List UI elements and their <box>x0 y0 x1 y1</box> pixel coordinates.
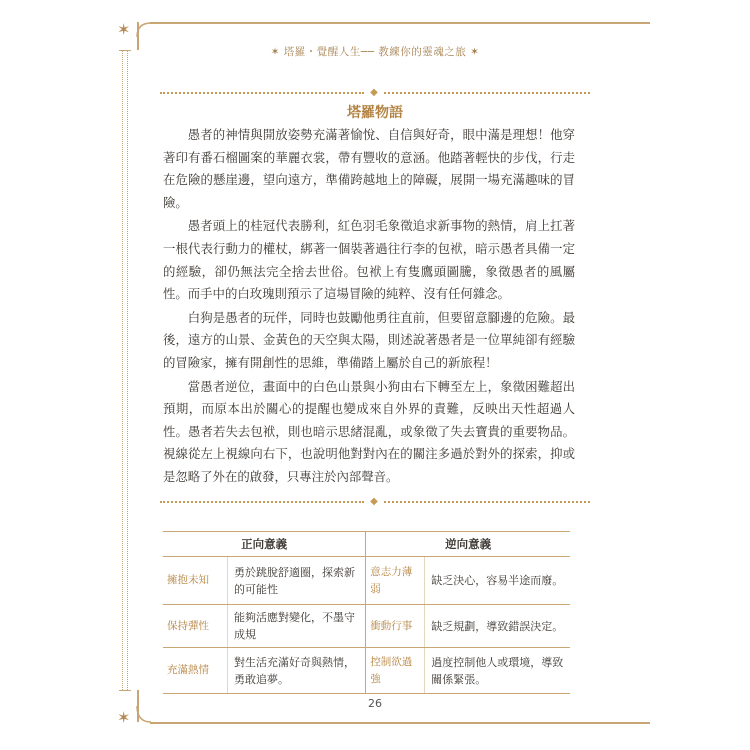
table-row <box>163 605 570 648</box>
body-text <box>163 124 575 490</box>
upright-header: 正向意義 <box>163 532 366 557</box>
frame-corner-arc <box>136 20 154 38</box>
reversed-keyword: 意志力薄弱 <box>366 557 425 605</box>
upright-keyword: 保持彈性 <box>163 605 228 648</box>
upright-description: 能夠活應對變化，不墨守成規 <box>228 605 366 648</box>
running-header: ✶ 塔羅・覺醒人生── 教練你的靈魂之旅 ✶ <box>270 46 480 58</box>
paragraph: 愚者頭上的桂冠代表勝利，紅色羽毛象徵追求新事物的熱情，肩上扛著一根代表行動力的權杖，綁著一個裝著過往行李的包袱，暗示愚者具備一定的經驗，卻仍無法完全捨去世俗。包袱上有隻鷹頭圖騰，象徵愚者的風屬性。而手中的白玫瑰則預示了這場冒險的純粹、沒有任何雜念。 <box>163 218 575 302</box>
paragraph: 當愚者逆位，畫面中的白色山景與小狗由右下轉至左上，象徵困難超出預期，而原本出於關心的提醒也變成來自外界的責難，反映出天性超過人性。愚者若失去包袱，則也暗示思緒混亂，或象徵了失去寶貴的重要物品。視線從左上視線向右下，也說明他對對內在的關注多過於對外的探索，抑或是忽略了外在的啟發，只專注於內部聲音。 <box>163 378 575 484</box>
paragraph: 白狗是愚者的玩伴，同時也鼓勵他勇往直前，但要留意腳邊的危險。最後，遠方的山景、金黃色的天空與太陽，則述說著愚者是一位單純卻有經驗的冒險家，擁有開創性的思維，準備踏上屬於自己的新旅程！ <box>163 309 575 370</box>
reversed-keyword: 控制欲過強 <box>366 648 425 694</box>
table-row <box>163 557 570 605</box>
table-row <box>163 648 570 694</box>
meanings-table <box>163 531 570 694</box>
section-divider <box>160 497 590 507</box>
reversed-keyword: 衝動行事 <box>366 605 425 648</box>
section-title: 塔羅物語 <box>347 105 403 121</box>
reversed-description: 缺乏決心，容易半途而廢。 <box>425 557 570 605</box>
star-ornament-icon: ✶ <box>117 20 131 39</box>
star-ornament-icon: ✶ <box>117 708 131 727</box>
diamond-ornament-icon: ◆ <box>370 496 378 507</box>
upright-keyword: 充滿熱情 <box>163 648 228 694</box>
reversed-description: 過度控制他人或環境，導致關係緊張。 <box>425 648 570 694</box>
table-header-row <box>163 532 570 557</box>
reversed-header: 逆向意義 <box>366 532 570 557</box>
diamond-ornament-icon: ◆ <box>370 87 378 98</box>
reversed-description: 缺乏規劃，導致錯誤決定。 <box>425 605 570 648</box>
upright-description: 對生活充滿好奇與熱情，勇敢追夢。 <box>228 648 366 694</box>
upright-description: 勇於跳脫舒適圈，探索新的可能性 <box>228 557 366 605</box>
page-number: 26 <box>368 697 382 710</box>
upright-keyword: 擁抱未知 <box>163 557 228 605</box>
paragraph: 愚者的神情與開放姿勢充滿著愉悅、自信與好奇，眼中滿是理想！他穿著印有番石榴圖案的華麗衣裳，帶有豐收的意涵。他踏著輕快的步伐，行走在危險的懸崖邊，望向遠方，準備跨越地上的障礙，展開一場充滿趣味的冒險。 <box>163 127 575 210</box>
title-divider <box>160 88 590 98</box>
